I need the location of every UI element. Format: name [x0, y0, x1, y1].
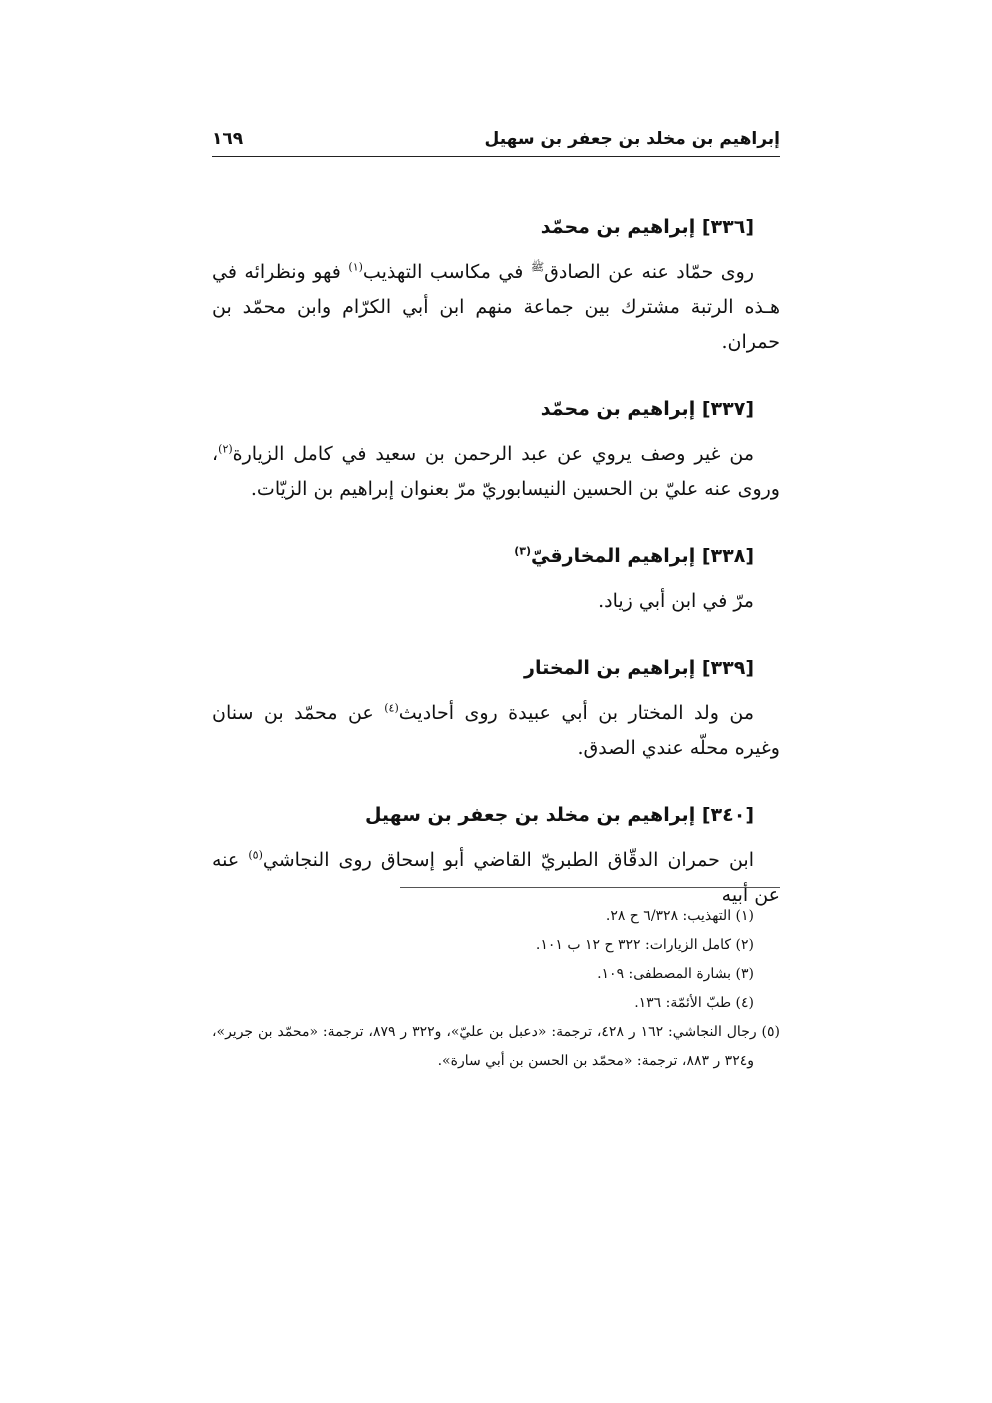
entry-text-part: في مكاسب التهذيب — [362, 261, 531, 283]
footnote-1: (١) التهذيب: ٦/٣٢٨ ح ٢٨. — [605, 908, 754, 924]
entry-title — [212, 534, 754, 578]
entry-text-part: روى حمّاد عنه عن الصادق — [544, 261, 754, 283]
footnote-3: (٣) بشارة المصطفى: ١٠٩. — [597, 966, 754, 982]
footnote-4: (٤) طبّ الأئمّة: ١٣٦. — [634, 995, 754, 1011]
entry-text-part: عن محمّد بن سنان وغيره محلّه عندي الصدق. — [212, 702, 780, 759]
page-number: ١٦٩ — [212, 129, 244, 149]
entry-title-text: [٣٣٨] إبراهيم المخارقيّ — [530, 545, 754, 567]
entry-title: [٣٤٠] إبراهيم بن مخلد بن جعفر بن سهيل — [364, 804, 754, 826]
entry-text-part: عنه عن أبيه — [212, 849, 780, 906]
entry-338 — [212, 534, 780, 619]
entry-text: مرّ في ابن أبي زياد. — [598, 590, 754, 612]
footnotes — [212, 902, 780, 1076]
footnote-5: (٥) رجال النجاشي: ١٦٢ ر ٤٢٨، ترجمة: «دعبل بن عليّ»، و٣٢٢ ر ٨٧٩، ترجمة: «محمّد بن جرير»، و٣٢٤ ر ٨٨٣، ترجمة: «محمّد بن الحسن بن أبي سارة». — [212, 1024, 780, 1069]
entry-337 — [212, 387, 780, 507]
entry-340 — [212, 793, 780, 913]
footnote-ref: (٢) — [218, 442, 233, 456]
footnote-ref: (١) — [348, 260, 363, 274]
page-header — [212, 122, 780, 157]
footnote-ref: (٥) — [248, 848, 263, 862]
entry-title: [٣٣٩] إبراهيم بن المختار — [524, 657, 754, 679]
footnote-ref: (٤) — [384, 701, 399, 715]
entry-text-part: من غير وصف يروي عن عبد الرحمن بن سعيد في كامل الزيارة — [232, 443, 754, 465]
entry-text-part: فهو ونظرائه في هـذه الرتبة مشترك بين جماعة منهم ابن أبي الكرّام وابن محمّد بن حمران. — [212, 261, 780, 353]
entry-title: [٣٣٧] إبراهيم بن محمّد — [540, 398, 754, 420]
footnote-2: (٢) كامل الزيارات: ٣٢٢ ح ١٢ ب ١٠١. — [535, 937, 754, 953]
entry-339 — [212, 646, 780, 766]
honorific-symbol: ﷺ — [530, 260, 545, 274]
entry-text — [212, 255, 780, 360]
entry-title: [٣٣٦] إبراهيم بن محمّد — [540, 216, 754, 238]
entry-text — [212, 437, 780, 507]
main-text — [212, 205, 780, 940]
entry-text-part: ، وروى عنه عليّ بن الحسين النيسابوريّ مرّ بعنوان إبراهيم بن الزيّات. — [212, 443, 780, 500]
running-title: إبراهيم بن مخلد بن جعفر بن سهيل — [484, 129, 780, 149]
footnote-divider — [400, 887, 780, 888]
entry-text-part: من ولد المختار بن أبي عبيدة روى أحاديث — [398, 702, 754, 724]
entry-text-part: ابن حمران الدقّاق الطبريّ القاضي أبو إسحاق روى النجاشي — [262, 849, 755, 871]
footnote-ref: (٣) — [514, 544, 531, 558]
entry-336 — [212, 205, 780, 360]
entry-text — [212, 696, 780, 766]
